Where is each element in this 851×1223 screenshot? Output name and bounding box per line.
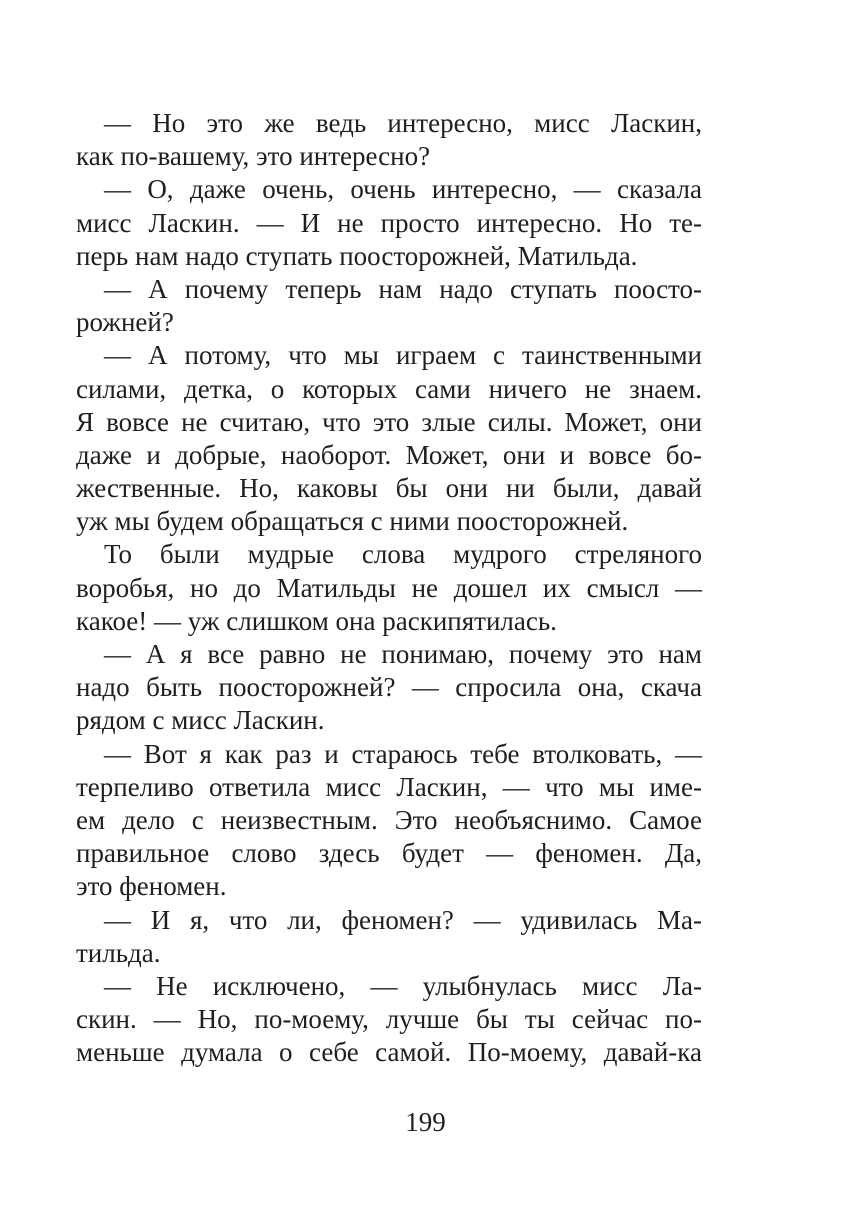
text-line: тильда. xyxy=(76,937,161,968)
text-line: скин. — Но, по-моему, лучше бы ты сейчас по- xyxy=(76,1004,702,1035)
text-line: это феномен. xyxy=(76,871,227,902)
page-number: 199 xyxy=(405,1107,446,1137)
text-line: рядом с мисс Ласкин. xyxy=(76,705,325,736)
text-line: ем дело с неизвестным. Это необъяснимо. Самое xyxy=(76,804,702,835)
text-line: терпеливо ответила мисс Ласкин, — что мы име- xyxy=(76,771,702,802)
text-line: То были мудрые слова мудрого стреляного xyxy=(104,539,702,570)
text-line: меньше думала о себе самой. По-моему, давай-ка xyxy=(76,1037,702,1068)
text-line: перь нам надо ступать поосторожней, Матильда. xyxy=(76,240,638,271)
text-line: мисс Ласкин. — И не просто интересно. Но те- xyxy=(76,207,702,238)
text-line: — А потому, что мы играем с таинственными xyxy=(104,340,702,371)
body-text xyxy=(76,107,702,1069)
text-line: — О, даже очень, очень интересно, — сказала xyxy=(104,174,702,205)
text-line: уж мы будем обращаться с ними поосторожней. xyxy=(76,506,629,537)
text-line: — И я, что ли, феномен? — удивилась Ма- xyxy=(104,904,702,935)
text-line: — А почему теперь нам надо ступать поосто- xyxy=(104,273,702,304)
text-line: рожней? xyxy=(76,307,174,338)
text-line: надо быть поосторожней? — спросила она, скача xyxy=(76,672,702,703)
text-line: — Вот я как раз и стараюсь тебе втолковать, — xyxy=(104,738,702,769)
text-line: — Но это же ведь интересно, мисс Ласкин, xyxy=(104,108,702,138)
text-line: — А я все равно не понимаю, почему это нам xyxy=(104,639,702,669)
text-line: какое! — уж слишком она раскипятилась. xyxy=(76,605,557,636)
text-line: жественные. Но, каковы бы они ни были, давай xyxy=(76,473,702,504)
text-line: как по-вашему, это интересно? xyxy=(76,141,431,172)
text-line: Я вовсе не считаю, что это злые силы. Может, они xyxy=(76,406,702,437)
text-line: даже и добрые, наоборот. Может, они и вовсе бо- xyxy=(76,439,702,470)
text-line: силами, детка, о которых сами ничего не знаем. xyxy=(76,373,702,404)
text-line: — Не исключено, — улыбнулась мисс Ла- xyxy=(104,970,702,1001)
text-line: воробья, но до Матильды не дошел их смысл — xyxy=(76,572,702,603)
text-line: правильное слово здесь будет — феномен. Да, xyxy=(76,838,702,869)
